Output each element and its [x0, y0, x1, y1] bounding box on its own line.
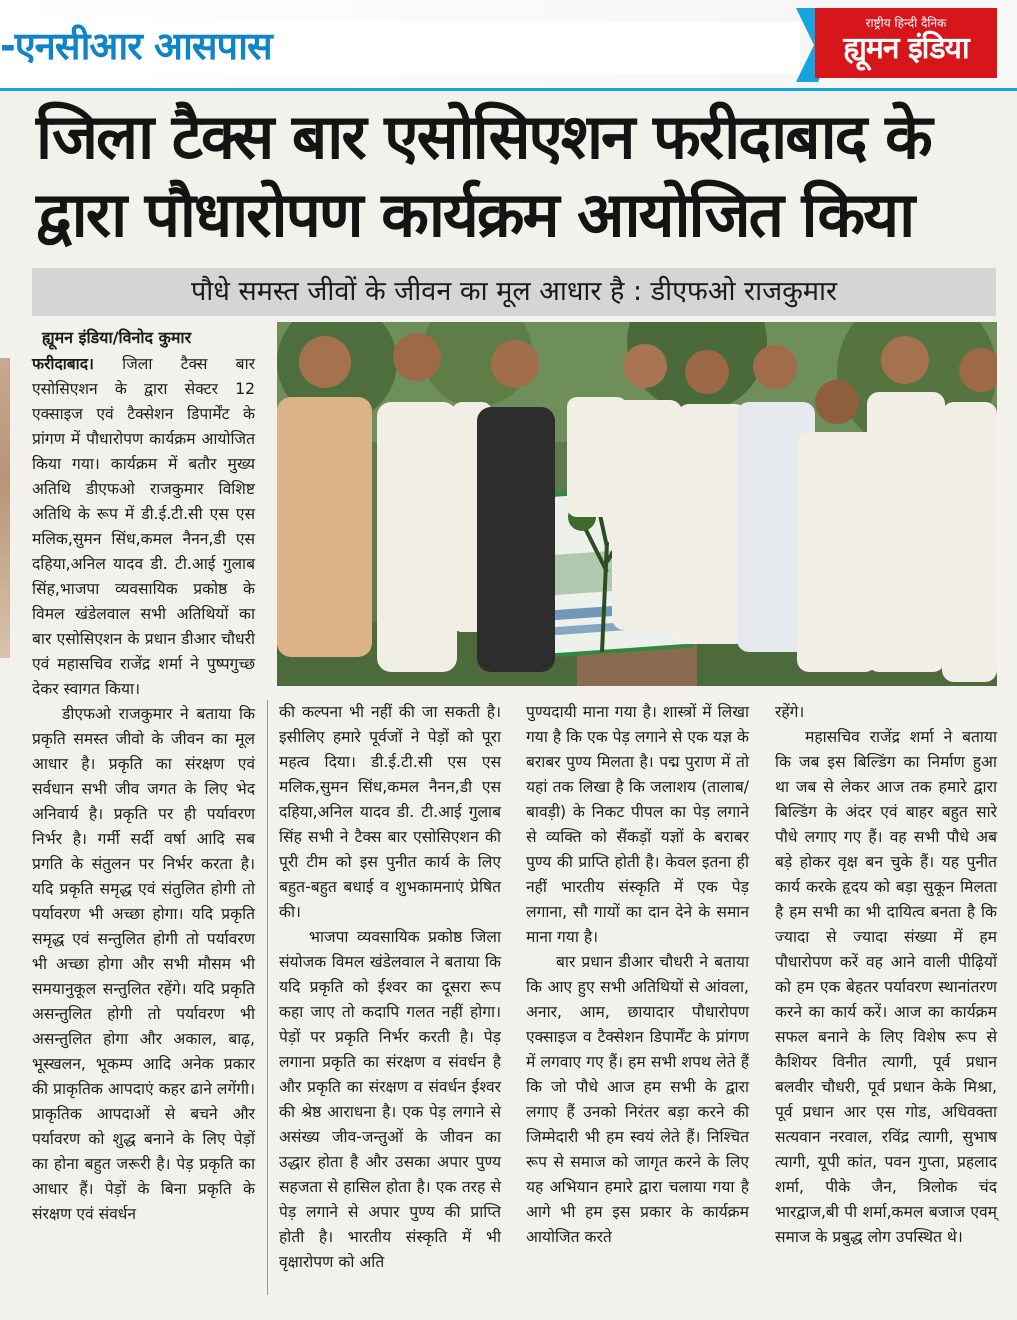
headline-line-1: जिला टैक्स बार एसोसिएशन फरीदाबाद के — [36, 100, 931, 173]
event-photo — [277, 322, 997, 686]
article-column-2 — [279, 700, 501, 1275]
adjacent-article-edge — [0, 88, 10, 1320]
section-label: -एनसीआर आसपास — [0, 24, 272, 68]
headline-line-2: द्वारा पौधारोपण कार्यक्रम आयोजित किया — [36, 178, 914, 251]
article-column-1 — [32, 352, 255, 1227]
dateline: फरीदाबाद। — [32, 355, 94, 373]
column-divider — [267, 700, 268, 1295]
byline: ह्यूमन इंडिया/विनोद कुमार — [42, 328, 192, 347]
article-paragraph: महासचिव राजेंद्र शर्मा ने बताया कि जब इस बिल्डिंग का निर्माण हुआ था जब से लेकर आज तक हमारे द्वारा बिल्डिंग के अंदर एवं बाहर बहुत सारे पौधे लगाए गए हैं। वह सभी पौधे अब बड़े होकर वृक्ष बन चुके हैं। यह पुनीत कार्य करके हृदय को बड़ा सुकून मिलता है हम सभी का भी दायित्व बनता है कि ज्यादा से ज्यादा संख्या में हम पौधारोपण करें वह आने वाली पीढ़ियों को हम एक बेहतर पर्यावरण स्थानांतरण करने का कार्य करें। आज का कार्यक्रम सफल बनाने के लिए विशेष रूप से कैशियर विनीत त्यागी, पूर्व प्रधान बलवीर चौधरी, पूर्व प्रधान केके मिश्रा, पूर्व प्रधान आर एस गोड, अधिवक्ता सत्यवान नरवाल, रविंद्र त्यागी, सुभाष त्यागी, यूपी कांत, पवन गुप्ता, प्रहलाद शर्मा, पीके जैन, त्रिलोक चंद भारद्वाज,बी पी शर्मा,कमल बजाज एवम् समाज के प्रबुद्ध लोग उपस्थित थे। — [775, 728, 997, 1246]
subheadline: पौधे समस्त जीवों के जीवन का मूल आधार है : डीएफओ राजकुमार — [32, 268, 996, 316]
brand-name: ह्यूमन इंडिया — [843, 31, 969, 66]
article-paragraph: की कल्पना भी नहीं की जा सकती है। इसीलिए हमारे पूर्वजों ने पेड़ों को पूरा महत्व दिया। डी.ई.टी.सी एस एस मलिक,सुमन सिंध,कमल नैनन,डी एस दहिया,अनिल यादव डी. टी.आई गुलाब सिंह सभी ने टैक्स बार एसोसिएशन की पूरी टीम को इस पुनीत कार्य के लिए बहुत-बहुत बधाई व शुभकामनाएं प्रेषित की। — [279, 703, 501, 921]
article-column-4 — [775, 700, 997, 1250]
page-banner — [0, 0, 1017, 91]
brand-tagline: राष्ट्रीय हिन्दी दैनिक — [865, 16, 947, 30]
article-paragraph: बार प्रधान डीआर चौधरी ने बताया कि आए हुए सभी अतिथियों से आंवला, अनार, आम, छायादार पौधारोपण एक्साइज व टैक्सेशन डिपार्मेंट के प्रांगण में लगवाए गए हैं। हम सभी शपथ लेते हैं कि जो पौधे आज हम सभी के द्वारा लगाए हैं उनको निरंतर बड़ा करने की जिम्मेदारी भी हम स्वयं लेते हैं। निश्चित रूप से समाज को जागृत करने के लिए यह अभियान हमारे द्वारा चलाया गया है आगे भी हम इस प्रकार के कार्यक्रम आयोजित करते — [526, 953, 749, 1246]
brand-logo — [815, 8, 997, 78]
article-paragraph: डीएफओ राजकुमार ने बताया कि प्रकृति समस्त जीवो के जीवन का मूल आधार है। प्रकृति का संरक्षण एवं सर्वधान सभी जीव जगत के लिए भेद अनिवार्य है। प्रकृति पर ही पर्यावरण निर्भर है। गर्मी सर्दी वर्षा आदि सब प्रगति के संतुलन पर निर्भर करता है। यदि प्रकृति समृद्ध एवं संतुलित होगी तो पर्यावरण भी अच्छा होगा। यदि प्रकृति समृद्ध एवं सन्तुलित होगी तो पर्यावरण भी अच्छा होगा और सभी मौसम भी समयानुकूल सन्तुलित रहेंगे। यदि प्रकृति असन्तुलित होगी तो पर्यावरण भी असन्तुलित होगा और अकाल, बाढ़, भूस्खलन, भूकम्प आदि अनेक प्रकार की प्राकृतिक आपदाएं कहर ढाने लगेंगी। प्राकृतिक आपदाओं से बचने और पर्यावरण को शुद्ध बनाने के लिए पेड़ों का होना बहुत जरूरी है। पेड़ प्रकृति का आधार हैं। पेड़ों के बिना प्रकृति के संरक्षण एवं संवर्धन — [32, 705, 255, 1223]
adjacent-photo-edge — [0, 358, 10, 658]
article-paragraph: पुण्यदायी माना गया है। शास्त्रों में लिखा गया है कि एक पेड़ लगाने से एक यज्ञ के बराबर पुण्य मिलता है। पद्म पुराण में तो यहां तक लिखा है कि जलाशय (तालाब/बावड़ी) के निकट पीपल का पेड़ लगाने से व्यक्ति को सैंकड़ों यज्ञों के बराबर पुण्य की प्राप्ति होती है। केवल इतना ही नहीं भारतीय संस्कृति में एक पेड़ लगाना, सौ गायों का दान देने के समान माना गया है। — [526, 703, 749, 946]
article-paragraph: रहेंगे। — [775, 703, 805, 721]
headline — [36, 98, 1006, 254]
article-column-3 — [526, 700, 749, 1250]
article-paragraph — [32, 352, 255, 702]
article-paragraph: भाजपा व्यवसायिक प्रकोष्ठ जिला संयोजक विमल खंडेलवाल ने बताया कि यदि प्रकृति को ईश्वर का दूसरा रूप कहा जाए तो कदापि गलत नहीं होगा। पेड़ों पर प्रकृति निर्भर करती है। पेड़ लगाना प्रकृति का संरक्षण व संवर्धन है और प्रकृति का संरक्षण व संवर्धन ईश्वर की श्रेष्ठ आराधना है। एक पेड़ लगाने से असंख्य जीव-जन्तुओं के जीवन का उद्धार होता है और उसका अपार पुण्य सहजता से हासिल होता है। एक तरह से पेड़ लगाने से अपार पुण्य की प्राप्ति होती है। भारतीय संस्कृति में भी वृक्षारोपण को अति — [279, 928, 501, 1271]
lead-text: जिला टैक्स बार एसोसिएशन के द्वारा सेक्टर 12 एक्साइज एवं टैक्सेशन डिपार्मेंट के प्रांगण में पौधारोपण कार्यक्रम आयोजित किया गया। कार्यक्रम में बतौर मुख्य अतिथि डीएफओ राजकुमार विशिष्ट अतिथि के रूप में डी.ई.टी.सी एस एस मलिक,सुमन सिंध,कमल नैनन,डी एस दहिया,अनिल यादव डी. टी.आई गुलाब सिंह,भाजपा व्यवसायिक प्रकोष्ठ के विमल खंडेलवाल सभी अतिथियों का बार एसोसिएशन के प्रधान डीआर चौधरी एवं महासचिव राजेंद्र शर्मा ने पुष्पगुच्छ देकर स्वागत किया। — [32, 355, 255, 698]
plantation-group-photo — [277, 322, 997, 686]
